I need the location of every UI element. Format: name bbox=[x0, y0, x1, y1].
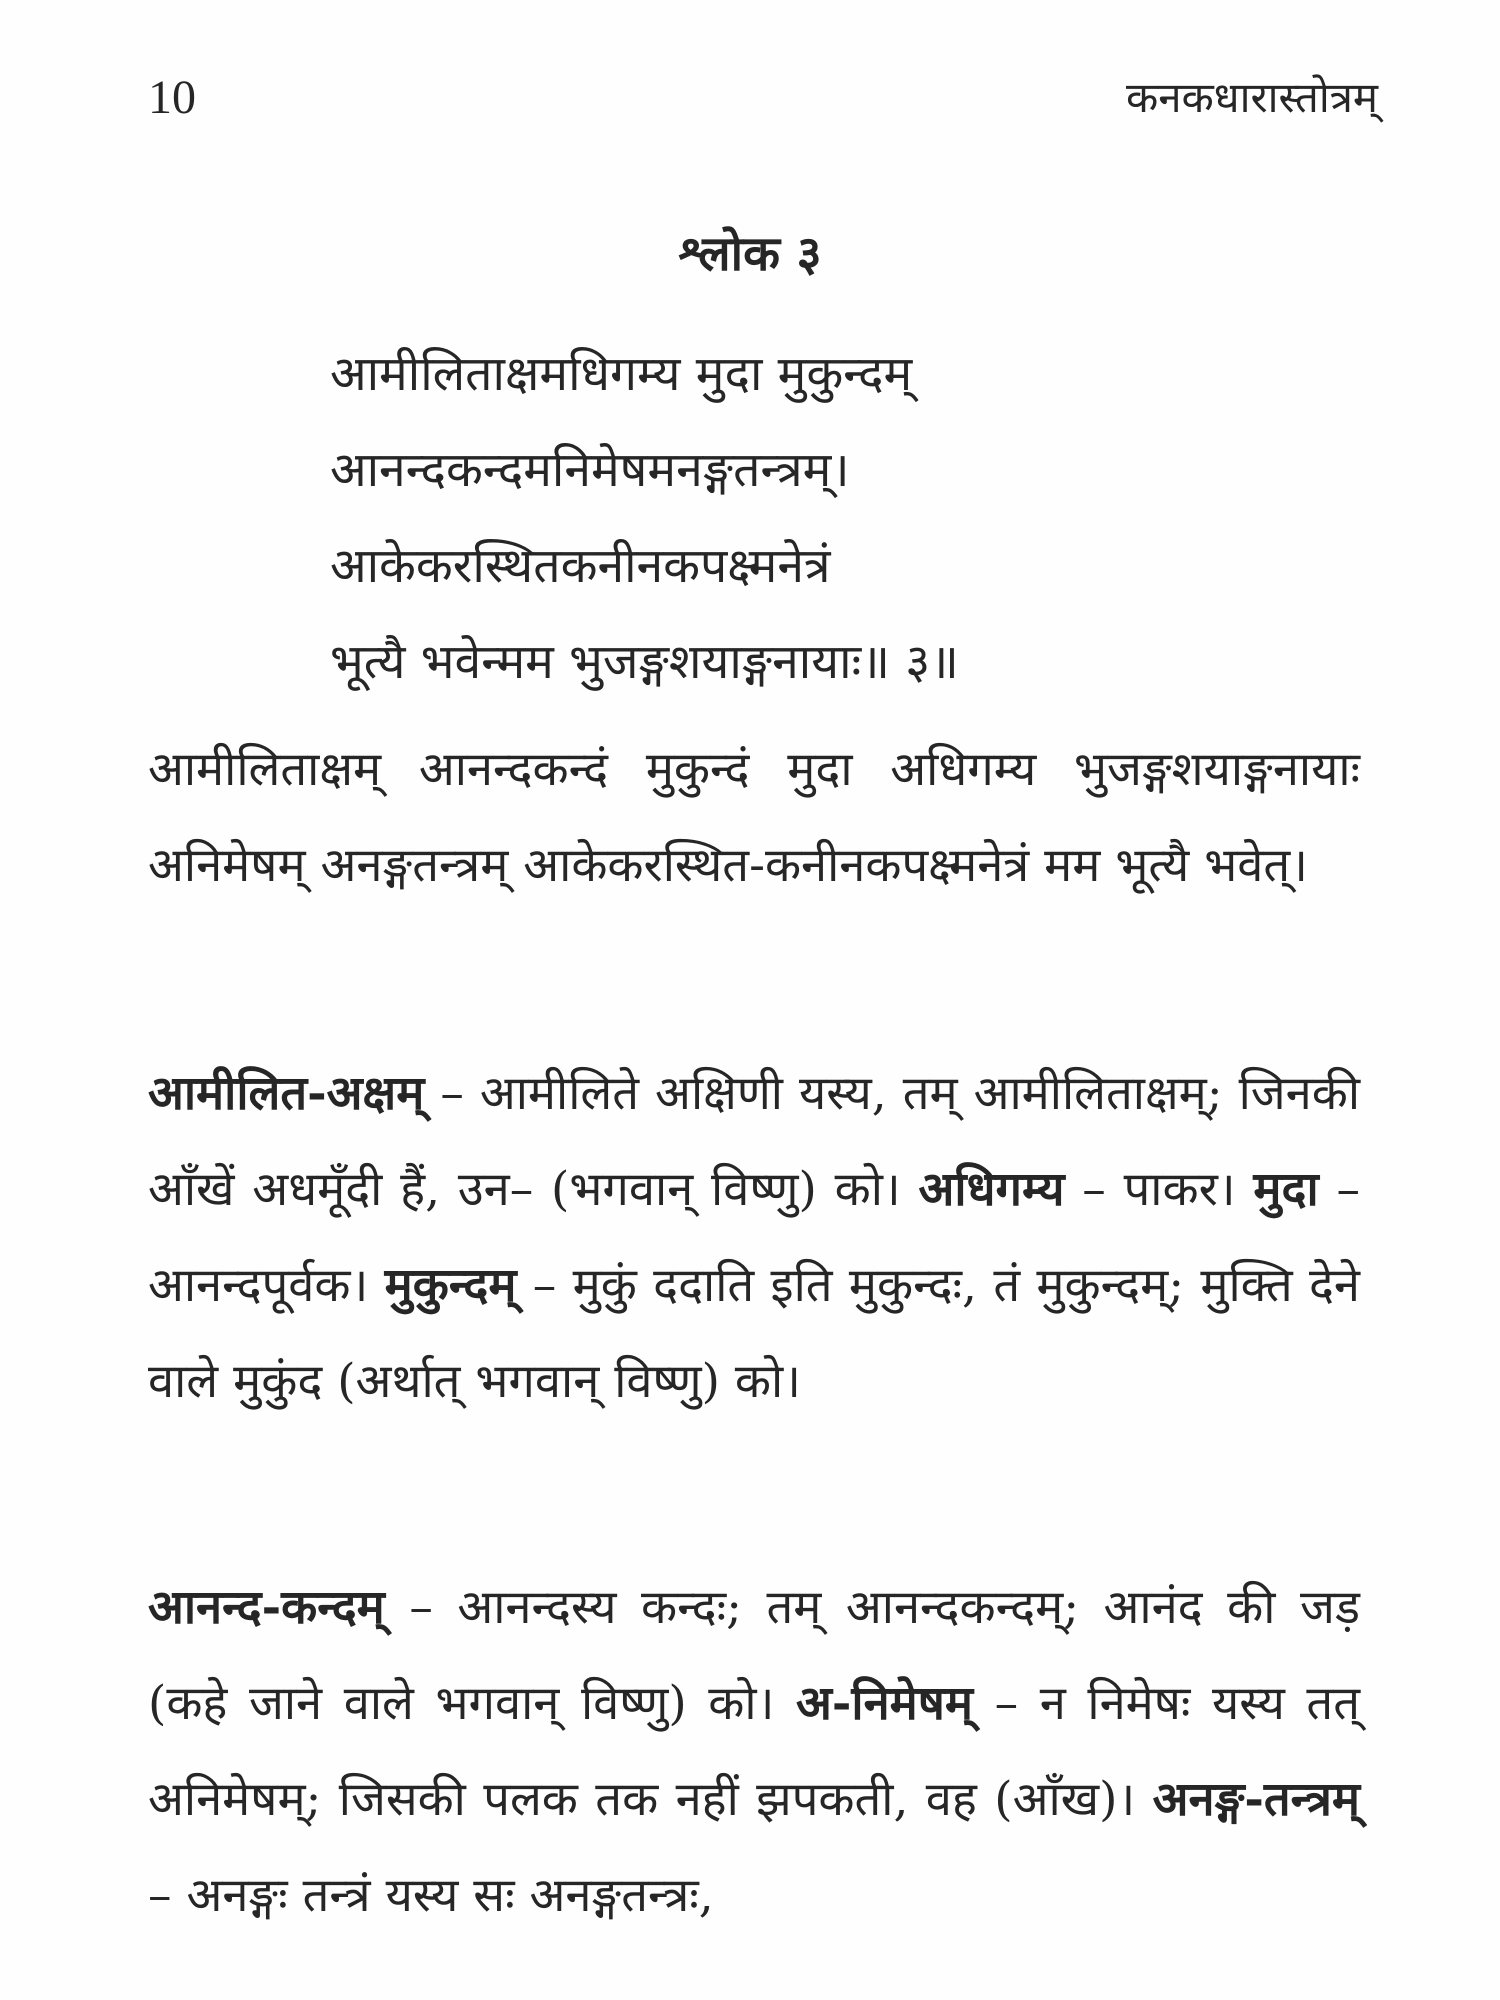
verse-line: आमीलिताक्षमधिगम्य मुदा मुकुन्दम् bbox=[330, 346, 913, 402]
anvaya-paragraph: आमीलिताक्षम् आनन्दकन्दं मुकुन्दं मुदा अधिगम्य भुजङ्गशयाङ्गनायाः अनिमेषम् अनङ्गतन्त्रम् आकेकरस्थित-कनीनकपक्ष्मनेत्रं मम भूत्यै भवेत्। bbox=[148, 742, 1360, 893]
gloss-text: – आमीलिते अक्षिणी यस्य, तम् आमीलिताक्षम्; जिनकी आँखें अधमूँदी हैं, उन– (भगवान् विष्णु) को। bbox=[148, 1066, 1360, 1217]
gloss-term: मुकुन्दम् bbox=[384, 1258, 517, 1313]
gloss-term: अ-निमेषम् bbox=[795, 1676, 974, 1731]
gloss-term: अधिगम्य bbox=[918, 1162, 1065, 1217]
gloss-text: – आनन्दस्य कन्दः; तम् आनन्दकन्दम्; आनंद की जड़ (कहे जाने वाले भगवान् विष्णु) को। bbox=[148, 1580, 1360, 1731]
gloss-term: अनङ्ग-तन्त्रम् bbox=[1152, 1772, 1360, 1827]
running-title: कनकधारास्तोत्रम् bbox=[1125, 73, 1378, 122]
gloss-term: मुदा bbox=[1253, 1162, 1319, 1217]
gloss-text: – मुकुं ददाति इति मुकुन्दः, तं मुकुन्दम्; मुक्ति देने वाले मुकुंद (अर्थात् भगवान् विष्णु) को। bbox=[148, 1258, 1360, 1409]
verse-line: भूत्यै भवेन्मम भुजङ्गशयाङ्गनायाः॥ ३॥ bbox=[330, 634, 959, 690]
shloka-heading: श्लोक ३ bbox=[678, 226, 822, 282]
gloss-text: – अनङ्गः तन्त्रं यस्य सः अनङ्गतन्त्रः, bbox=[148, 1868, 714, 1923]
verse-block bbox=[330, 326, 1390, 710]
gloss-text: – न निमेषः यस्य तत् अनिमेषम्; जिसकी पलक तक नहीं झपकती, वह (आँख)। bbox=[148, 1676, 1360, 1827]
gloss-text: – आनन्दपूर्वक। bbox=[148, 1162, 1360, 1313]
page-number: 10 bbox=[148, 71, 196, 124]
verse-line: आनन्दकन्दमनिमेषमनङ्गतन्त्रम्। bbox=[330, 442, 850, 498]
gloss-paragraph-1 bbox=[148, 1046, 1360, 1430]
gloss-paragraph-2 bbox=[148, 1560, 1360, 1944]
gloss-term: आनन्द-कन्दम् bbox=[148, 1580, 385, 1635]
gloss-term: आमीलित-अक्षम् bbox=[148, 1066, 425, 1121]
verse-line: आकेकरस्थितकनीनकपक्ष्मनेत्रं bbox=[330, 538, 831, 594]
gloss-text: – पाकर। bbox=[1064, 1162, 1254, 1217]
